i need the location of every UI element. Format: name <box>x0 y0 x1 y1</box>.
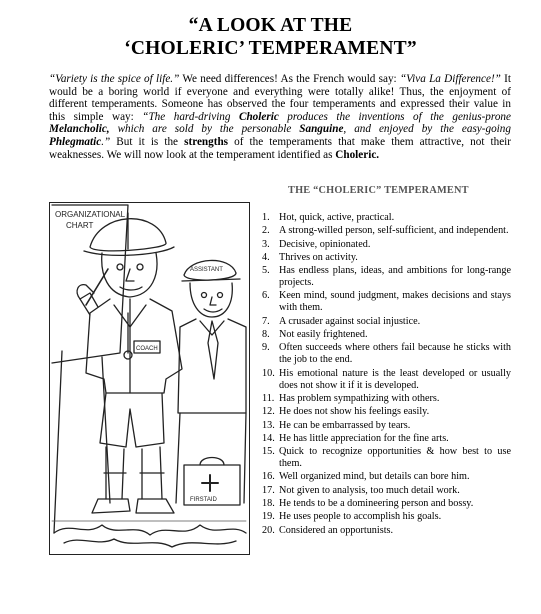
trait-number: 20. <box>262 524 275 536</box>
trait-number: 1. <box>262 212 270 223</box>
trait-text: Has problem sympathizing with others. <box>279 392 440 404</box>
trait-text: Decisive, opinionated. <box>279 238 371 250</box>
intro-viva: “Viva La Difference!” <box>399 73 501 85</box>
trait-item <box>262 225 511 237</box>
intro-text-2: It would be a boring world if everyone and everything were totally alike! Thus, the enjoyment of different temperaments. Someone has observed the four temperaments and expressed their value in this simple way: <box>49 73 511 123</box>
trait-item <box>262 393 511 405</box>
intro-quote: “Variety is the spice of life.” <box>49 73 180 85</box>
trait-text: Considered an opportunists. <box>279 524 394 536</box>
intro-text-1: We need differences! As the French would say: <box>179 73 400 85</box>
trait-number: 16. <box>262 471 275 483</box>
title-line-1: “A LOOK AT THE <box>188 15 353 36</box>
section-heading: THE “CHOLERIC” TEMPERAMENT <box>288 185 469 196</box>
trait-item <box>262 265 511 289</box>
cartoon-illustration <box>49 202 250 555</box>
trait-text: His emotional nature is the least developed or usually does not show it if it is developed. <box>279 367 511 391</box>
word-choleric: Choleric <box>239 110 279 123</box>
intro-italic-3: which are sold by the personable <box>109 123 300 136</box>
trait-text: Not easily frightened. <box>279 329 368 341</box>
intro-text-4: of the temperaments that make them attractive, not their weaknesses. We will now look at the temperament identified as <box>49 135 511 161</box>
trait-text: He uses people to accomplish his goals. <box>279 511 442 523</box>
trait-number: 14. <box>262 432 275 444</box>
trait-item <box>262 342 511 366</box>
choleric-traits-list <box>262 212 511 538</box>
chart-label-1: ORGANIZATIONAL <box>55 210 126 219</box>
trait-text: Well organized mind, but details can bore him. <box>279 471 470 483</box>
trait-number: 17. <box>262 484 275 496</box>
pointer-stick <box>86 269 108 305</box>
intro-italic-2: produces the inventions of the genius-prone <box>278 110 511 123</box>
trait-number: 13. <box>262 419 275 431</box>
intro-italic-5: .” <box>101 135 111 148</box>
trait-text: Quick to recognize opportunities & how best to use them. <box>279 446 511 470</box>
trait-item <box>262 239 511 251</box>
word-melancholic: Melancholic, <box>49 123 110 136</box>
trait-item <box>262 252 511 264</box>
trait-number: 3. <box>262 238 270 250</box>
coach-shirt-label: COACH <box>136 346 158 352</box>
trait-number: 12. <box>262 406 275 418</box>
trait-text: He does not show his feelings easily. <box>279 406 430 418</box>
trait-item <box>262 485 511 497</box>
trait-text: Keen mind, sound judgment, makes decisions and stays with them. <box>279 290 511 314</box>
word-choleric-end: Choleric. <box>335 148 380 161</box>
trait-text: He has little appreciation for the fine arts. <box>279 432 449 444</box>
title-line-2: ‘CHOLERIC’ TEMPERAMENT” <box>124 38 417 59</box>
trait-item <box>262 406 511 418</box>
trait-number: 6. <box>262 290 270 302</box>
intro-italic-1: “The hard-driving <box>142 110 239 123</box>
trait-number: 18. <box>262 498 275 510</box>
first-aid-label: FIRSTAID <box>190 497 217 503</box>
assistant-cap-label: ASSISTANT <box>190 267 223 273</box>
word-phlegmatic: Phlegmatic <box>49 135 102 148</box>
trait-number: 10. <box>262 367 275 379</box>
trait-number: 5. <box>262 265 270 277</box>
chart-label-2: CHART <box>66 221 94 230</box>
page-title <box>0 14 541 60</box>
trait-number: 7. <box>262 315 270 327</box>
coach-shorts <box>100 393 164 447</box>
word-sanguine: Sanguine <box>299 123 344 136</box>
trait-item <box>262 446 511 470</box>
trait-text: Hot, quick, active, practical. <box>279 212 395 223</box>
trait-item <box>262 511 511 523</box>
trait-text: A crusader against social injustice. <box>279 315 421 327</box>
trait-text: He can be embarrassed by tears. <box>279 419 411 431</box>
trait-text: A strong-willed person, self-sufficient, and independent. <box>279 225 509 237</box>
trait-item <box>262 420 511 432</box>
cartoon-coach-and-assistant <box>50 203 249 554</box>
word-strengths: strengths <box>184 135 229 148</box>
trait-item <box>262 368 511 392</box>
trait-number: 9. <box>262 342 270 354</box>
trait-number: 2. <box>262 225 270 237</box>
trait-text: He tends to be a domineering person and bossy. <box>279 498 474 510</box>
trait-number: 19. <box>262 511 275 523</box>
intro-text-3: But it is the <box>110 135 185 148</box>
trait-text: Thrives on activity. <box>279 251 358 263</box>
intro-paragraph <box>49 73 511 161</box>
trait-item <box>262 471 511 483</box>
trait-number: 11. <box>262 392 275 404</box>
trait-number: 4. <box>262 251 270 263</box>
trait-text: Not given to analysis, too much detail work. <box>279 484 460 496</box>
trait-number: 15. <box>262 446 275 458</box>
trait-text: Often succeeds where others fail because he sticks with the job to the end. <box>279 342 511 366</box>
trait-item <box>262 316 511 328</box>
trait-item <box>262 212 511 224</box>
trait-item <box>262 329 511 341</box>
intro-italic-4: , and enjoyed by the easy-going <box>343 123 511 136</box>
trait-text: Has endless plans, ideas, and ambitions for long-range projects. <box>279 265 511 289</box>
trait-item <box>262 433 511 445</box>
trait-number: 8. <box>262 329 270 341</box>
trait-item <box>262 498 511 510</box>
trait-item <box>262 290 511 314</box>
trait-item <box>262 525 511 537</box>
